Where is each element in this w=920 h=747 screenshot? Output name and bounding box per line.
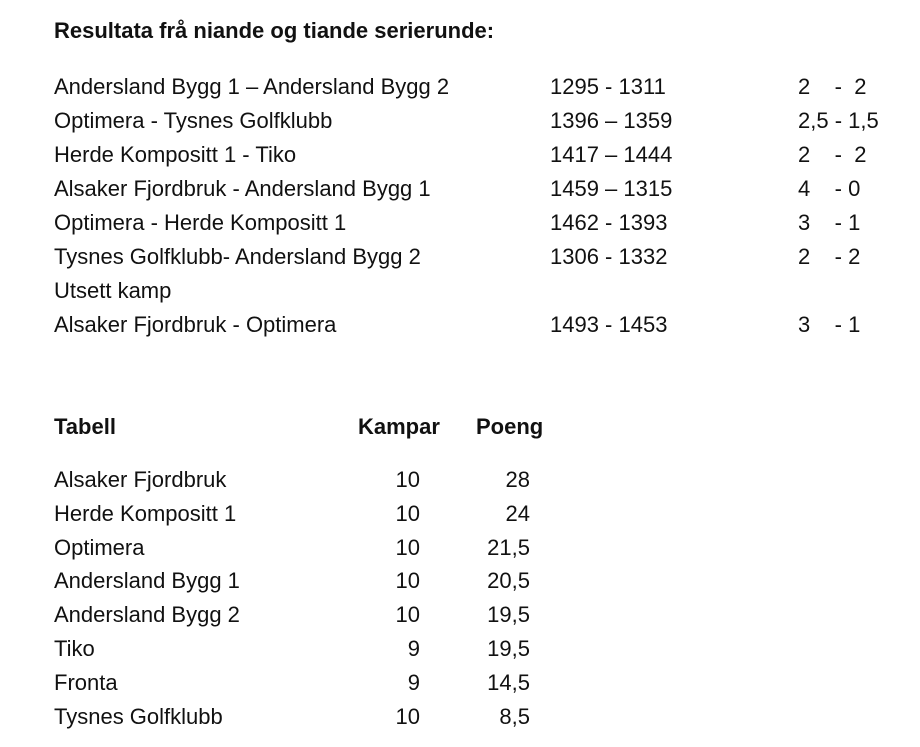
team-name: Andersland Bygg 2 xyxy=(54,602,240,628)
team-points: 20,5 xyxy=(487,568,530,594)
match-points: 2,5 - 1,5 xyxy=(798,108,879,133)
table-row xyxy=(54,463,654,497)
match-label: Alsaker Fjordbruk - Andersland Bygg 1 xyxy=(54,176,431,201)
games-played: 10 xyxy=(395,534,420,560)
result-row xyxy=(54,172,904,206)
team-points: 21,5 xyxy=(487,534,530,560)
match-label: Herde Kompositt 1 - Tiko xyxy=(54,142,297,167)
match-score: 1459 – 1315 xyxy=(550,176,673,201)
match-points: 3 - 1 xyxy=(798,312,861,337)
match-points: 2 - 2 xyxy=(798,74,867,99)
result-row xyxy=(54,70,904,104)
team-points: 28 xyxy=(505,467,530,492)
result-row xyxy=(54,138,904,172)
games-played: 9 xyxy=(407,669,420,695)
team-name: Tiko xyxy=(54,635,95,661)
table-row xyxy=(54,531,654,565)
team-points: 19,5 xyxy=(487,602,530,628)
match-points: 2 - 2 xyxy=(798,244,861,269)
table-row xyxy=(54,497,654,531)
table-row xyxy=(54,564,654,598)
team-points: 24 xyxy=(505,500,530,526)
team-name: Andersland Bygg 1 xyxy=(54,568,240,594)
table-row xyxy=(54,632,654,666)
team-points: 19,5 xyxy=(487,635,530,661)
table-row xyxy=(54,598,654,632)
result-row xyxy=(54,206,904,240)
result-row xyxy=(54,274,904,308)
team-points: 14,5 xyxy=(487,669,530,695)
match-label: Optimera - Herde Kompositt 1 xyxy=(54,210,347,235)
table-row xyxy=(54,700,654,734)
match-points: 3 - 1 xyxy=(798,210,861,235)
page-title: Resultata frå niande og tiande serierunde: xyxy=(54,18,495,43)
match-points: 2 - 2 xyxy=(798,142,867,167)
match-label: Alsaker Fjordbruk - Optimera xyxy=(54,312,337,337)
team-points: 8,5 xyxy=(499,703,530,729)
result-row xyxy=(54,240,904,274)
standings-table xyxy=(54,463,654,733)
header-games: Kampar xyxy=(358,414,440,439)
table-row xyxy=(54,666,654,700)
match-score: 1493 - 1453 xyxy=(550,312,668,337)
match-label: Optimera - Tysnes Golfklubb xyxy=(54,108,333,133)
games-played: 10 xyxy=(395,467,420,492)
match-score: 1417 – 1444 xyxy=(550,142,673,167)
team-name: Alsaker Fjordbruk xyxy=(54,467,227,492)
result-row xyxy=(54,104,904,138)
team-name: Optimera xyxy=(54,534,145,560)
games-played: 10 xyxy=(395,602,420,628)
games-played: 10 xyxy=(395,568,420,594)
header-points: Poeng xyxy=(476,414,544,439)
match-score: 1295 - 1311 xyxy=(550,74,666,99)
match-score: 1462 - 1393 xyxy=(550,210,668,235)
document xyxy=(54,0,904,747)
standings-header xyxy=(54,410,654,444)
match-label: Andersland Bygg 1 – Andersland Bygg 2 xyxy=(54,74,450,99)
match-label: Utsett kamp xyxy=(54,278,172,303)
games-played: 10 xyxy=(395,703,420,729)
team-name: Tysnes Golfklubb xyxy=(54,703,223,729)
results-list xyxy=(54,70,904,342)
match-score: 1306 - 1332 xyxy=(550,244,668,269)
team-name: Fronta xyxy=(54,669,118,695)
match-score: 1396 – 1359 xyxy=(550,108,673,133)
games-played: 9 xyxy=(407,635,420,661)
header-team: Tabell xyxy=(54,414,116,439)
team-name: Herde Kompositt 1 xyxy=(54,500,237,526)
result-row xyxy=(54,308,904,342)
games-played: 10 xyxy=(395,500,420,526)
match-label: Tysnes Golfklubb- Andersland Bygg 2 xyxy=(54,244,421,269)
match-points: 4 - 0 xyxy=(798,176,861,201)
